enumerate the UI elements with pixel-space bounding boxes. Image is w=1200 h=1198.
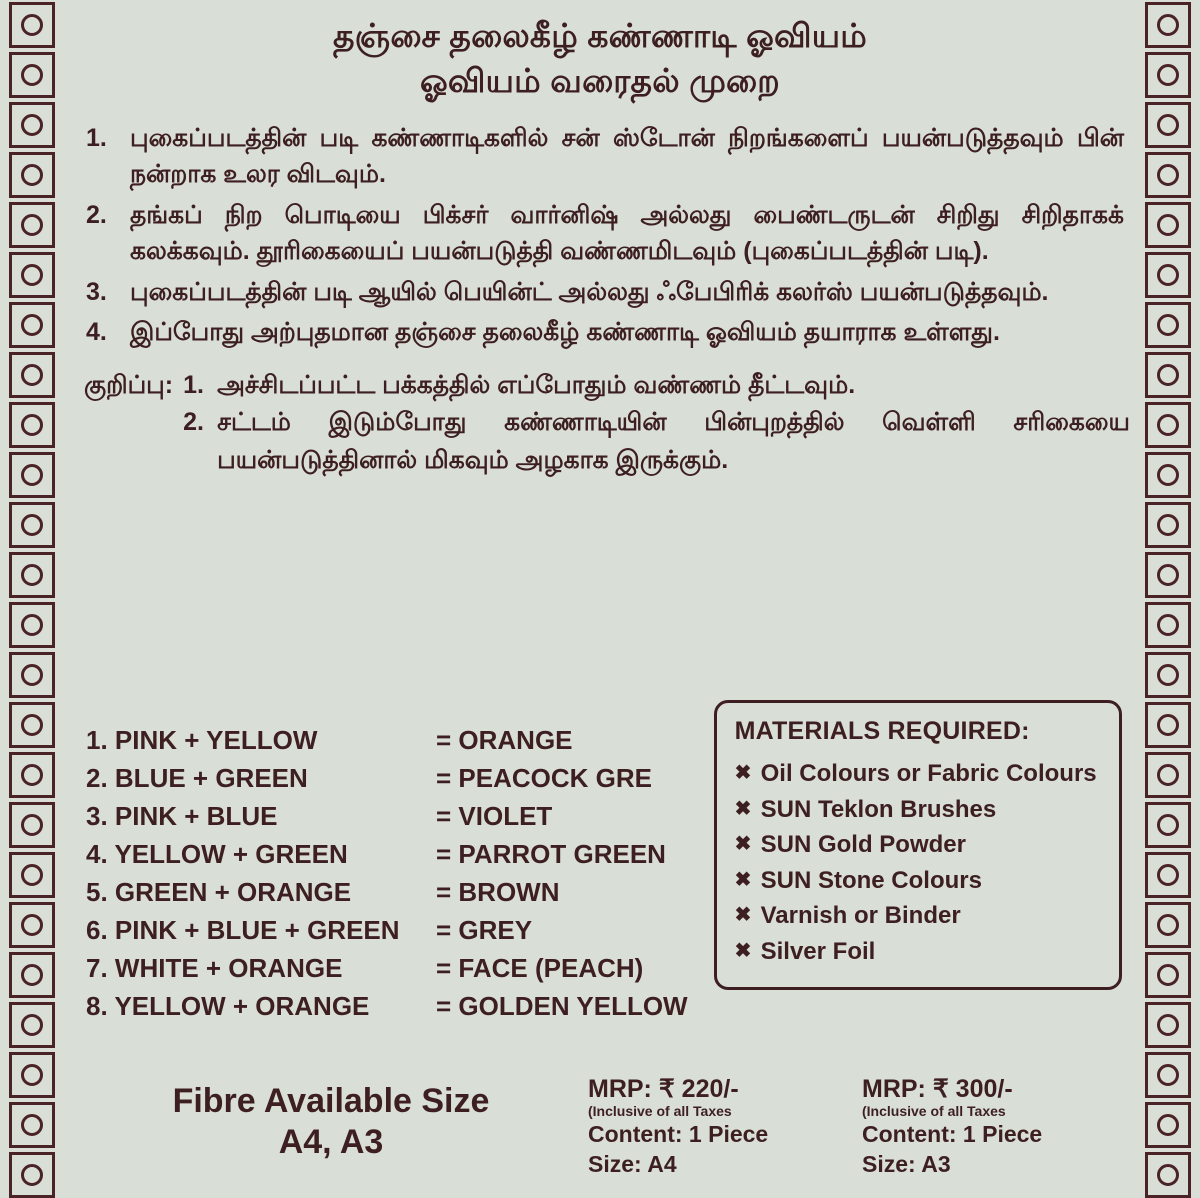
border-cell — [1145, 1102, 1191, 1148]
border-ring-icon — [21, 464, 43, 486]
border-ring-icon — [1157, 114, 1179, 136]
list-item — [735, 934, 1103, 970]
border-ring-icon — [1157, 1164, 1179, 1186]
colour-mixing-table — [70, 700, 688, 1026]
border-ring-icon — [21, 614, 43, 636]
mix-combination: 3. PINK + BLUE — [86, 800, 278, 831]
cross-bullet-icon: ✖ — [734, 797, 752, 820]
border-ring-icon — [1157, 614, 1179, 636]
table-row — [86, 988, 688, 1026]
material-label: SUN Teklon Brushes — [760, 795, 997, 823]
border-ring-icon — [1157, 764, 1179, 786]
mix-combination: 7. WHITE + ORANGE — [86, 952, 343, 983]
table-row — [86, 874, 688, 912]
table-row — [86, 722, 688, 760]
tax-note: (Inclusive of all Taxes — [588, 1103, 732, 1120]
list-item — [183, 367, 1130, 405]
mix-result: = ORANGE — [436, 725, 573, 755]
border-cell — [1145, 102, 1191, 148]
mix-combination: 2. BLUE + GREEN — [86, 762, 308, 793]
border-ring-icon — [21, 664, 43, 686]
list-item — [86, 274, 1124, 311]
border-ring-icon — [1157, 464, 1179, 486]
decorative-border-left — [4, 0, 60, 1185]
note-text: அச்சிடப்பட்ட பக்கத்தில் எப்போதும் வண்ணம் தீட்டவும். — [217, 370, 856, 399]
material-label: SUN Gold Powder — [760, 831, 966, 859]
border-cell — [9, 802, 55, 848]
border-cell — [9, 952, 55, 998]
border-cell — [9, 602, 55, 648]
border-ring-icon — [1157, 664, 1179, 686]
border-cell — [1145, 702, 1191, 748]
border-cell — [1145, 1052, 1191, 1098]
border-ring-icon — [1157, 164, 1179, 186]
border-cell — [1145, 852, 1191, 898]
size-label: Size: A3 — [862, 1150, 951, 1177]
sheet-content — [70, 0, 1130, 1185]
border-ring-icon — [1157, 364, 1179, 386]
border-cell — [9, 302, 55, 348]
step-text: புகைப்படத்தின் படி கண்ணாடிகளில் சன் ஸ்டோன் நிறங்களைப் பயன்படுத்தவும் பின் நன்றாக உலர விடவும். — [130, 123, 1124, 189]
cross-bullet-icon: ✖ — [734, 762, 752, 784]
border-cell — [1145, 452, 1191, 498]
border-cell — [9, 102, 55, 148]
border-cell — [1145, 252, 1191, 298]
border-ring-icon — [21, 964, 43, 986]
border-cell — [1145, 652, 1191, 698]
border-cell — [1145, 352, 1191, 398]
cross-bullet-icon: ✖ — [734, 868, 752, 891]
table-row — [86, 950, 688, 988]
border-ring-icon — [1157, 214, 1179, 236]
border-cell — [9, 502, 55, 548]
border-cell — [1145, 952, 1191, 998]
border-cell — [9, 352, 55, 398]
table-row — [86, 798, 688, 836]
lower-panel — [70, 700, 1130, 1026]
step-text: புகைப்படத்தின் படி ஆயில் பெயின்ட் அல்லது ஃபேபிரிக் கலர்ஸ் பயன்படுத்தவும். — [130, 277, 1049, 306]
step-number: 2. — [86, 200, 107, 229]
step-number: 3. — [86, 277, 107, 306]
instruction-steps — [70, 120, 1130, 351]
mrp-label: MRP: ₹ 300/- — [862, 1074, 1013, 1103]
footer — [70, 1075, 1130, 1179]
fibre-size-block — [70, 1075, 582, 1164]
border-ring-icon — [21, 164, 43, 186]
border-cell — [1145, 752, 1191, 798]
mix-result: = GOLDEN YELLOW — [436, 990, 688, 1021]
mix-result: = FACE (PEACH) — [436, 952, 644, 983]
border-ring-icon — [21, 564, 43, 586]
mix-result: = PEACOCK GRE — [436, 762, 652, 793]
border-cell — [9, 1102, 55, 1148]
border-cell — [9, 1052, 55, 1098]
border-ring-icon — [21, 1164, 43, 1186]
border-cell — [1145, 552, 1191, 598]
notes-label: குறிப்பு: — [84, 370, 174, 399]
decorative-border-right — [1140, 0, 1196, 1185]
list-item — [183, 404, 1130, 479]
tax-note: (Inclusive of all Taxes — [862, 1103, 1006, 1120]
list-item — [735, 827, 1103, 863]
border-ring-icon — [1157, 1114, 1179, 1136]
border-cell — [9, 652, 55, 698]
border-ring-icon — [1157, 914, 1179, 936]
border-cell — [9, 752, 55, 798]
list-item — [735, 863, 1103, 899]
border-ring-icon — [21, 64, 43, 86]
title-line-2: ஓவியம் வரைதல் முறை — [420, 61, 780, 99]
mix-combination: 8. YELLOW + ORANGE — [86, 990, 370, 1021]
border-cell — [1145, 1152, 1191, 1198]
mix-result: = VIOLET — [436, 800, 553, 831]
border-ring-icon — [21, 114, 43, 136]
border-cell — [9, 402, 55, 448]
border-ring-icon — [21, 814, 43, 836]
border-ring-icon — [21, 714, 43, 736]
border-ring-icon — [1157, 814, 1179, 836]
table-row — [86, 760, 688, 798]
border-ring-icon — [21, 514, 43, 536]
border-cell — [9, 852, 55, 898]
border-ring-icon — [1157, 714, 1179, 736]
title-line-1: தஞ்சை தலைகீழ் கண்ணாடி ஓவியம் — [332, 17, 867, 54]
material-label: Varnish or Binder — [760, 902, 961, 930]
cross-bullet-icon: ✖ — [734, 904, 752, 927]
list-item — [735, 898, 1103, 934]
border-cell — [1145, 1002, 1191, 1048]
border-cell — [9, 1002, 55, 1048]
material-label: Oil Colours or Fabric Colours — [760, 760, 1097, 787]
content-count: Content: 1 Piece — [862, 1121, 1043, 1148]
materials-heading: MATERIALS REQUIRED: — [734, 717, 1030, 745]
notes-list — [183, 367, 1130, 480]
step-number: 4. — [86, 318, 107, 347]
price-block-a3 — [856, 1075, 1130, 1179]
border-ring-icon — [21, 264, 43, 286]
note-number: 2. — [183, 408, 204, 437]
border-cell — [9, 552, 55, 598]
border-cell — [1145, 52, 1191, 98]
mix-result: = BROWN — [436, 876, 560, 907]
list-item — [86, 120, 1124, 193]
note-text: சட்டம் இடும்போது கண்ணாடியின் பின்புறத்தில் வெள்ளி சரிகையை பயன்படுத்தினால் மிகவும் அழகாக இருக்கும். — [217, 408, 1130, 474]
border-ring-icon — [1157, 514, 1179, 536]
border-ring-icon — [1157, 1014, 1179, 1036]
border-cell — [1145, 2, 1191, 48]
table-row — [86, 912, 688, 950]
border-ring-icon — [21, 314, 43, 336]
size-label: Size: A4 — [588, 1150, 677, 1177]
border-ring-icon — [1157, 314, 1179, 336]
border-ring-icon — [1157, 864, 1179, 886]
material-label: SUN Stone Colours — [760, 866, 982, 894]
border-ring-icon — [21, 914, 43, 936]
step-number: 1. — [86, 123, 107, 152]
border-cell — [1145, 602, 1191, 648]
border-ring-icon — [1157, 14, 1179, 36]
border-cell — [1145, 402, 1191, 448]
mix-combination: 1. PINK + YELLOW — [86, 725, 318, 755]
border-cell — [1145, 502, 1191, 548]
border-ring-icon — [1157, 564, 1179, 586]
list-item — [735, 792, 1103, 828]
border-cell — [9, 452, 55, 498]
border-ring-icon — [21, 1114, 43, 1136]
table-row — [86, 836, 688, 874]
border-cell — [1145, 902, 1191, 948]
mix-combination: 5. GREEN + ORANGE — [86, 876, 352, 907]
border-ring-icon — [1157, 1064, 1179, 1086]
border-ring-icon — [1157, 264, 1179, 286]
border-ring-icon — [1157, 414, 1179, 436]
list-item — [86, 197, 1124, 270]
material-label: Silver Foil — [760, 937, 876, 965]
content-count: Content: 1 Piece — [588, 1121, 769, 1148]
step-text: தங்கப் நிற பொடியை பிக்சர் வார்னிஷ் அல்லது பைண்டருடன் சிறிது சிறிதாகக் கலக்கவும். தூரிகையைப் பயன்படுத்தி வண்ணமிடவும் (புகைப்படத்தின் படி). — [130, 200, 1124, 266]
fibre-size-heading: Fibre Available Size — [172, 1081, 490, 1120]
mix-combination: 6. PINK + BLUE + GREEN — [86, 914, 400, 945]
mix-result: = GREY — [436, 914, 533, 945]
materials-required-box — [714, 700, 1122, 990]
border-ring-icon — [21, 14, 43, 36]
border-ring-icon — [21, 364, 43, 386]
border-cell — [9, 702, 55, 748]
note-number: 1. — [183, 370, 204, 399]
border-ring-icon — [21, 764, 43, 786]
border-cell — [9, 2, 55, 48]
border-ring-icon — [21, 864, 43, 886]
cross-bullet-icon: ✖ — [734, 833, 752, 856]
border-ring-icon — [1157, 964, 1179, 986]
border-cell — [9, 1152, 55, 1198]
border-cell — [1145, 202, 1191, 248]
mix-combination: 4. YELLOW + GREEN — [86, 838, 348, 869]
border-cell — [9, 902, 55, 948]
border-cell — [9, 252, 55, 298]
border-cell — [9, 52, 55, 98]
mix-result: = PARROT GREEN — [436, 838, 666, 869]
border-ring-icon — [21, 214, 43, 236]
border-ring-icon — [21, 1064, 43, 1086]
list-item — [86, 314, 1124, 351]
page-title — [70, 0, 1130, 104]
border-cell — [9, 202, 55, 248]
notes-section — [70, 367, 1130, 480]
fibre-size-values: A4, A3 — [278, 1123, 384, 1162]
price-block-a4 — [582, 1075, 856, 1179]
border-ring-icon — [1157, 64, 1179, 86]
cross-bullet-icon: ✖ — [734, 939, 752, 962]
list-item — [735, 756, 1103, 792]
border-cell — [1145, 152, 1191, 198]
border-cell — [1145, 802, 1191, 848]
border-ring-icon — [21, 1014, 43, 1036]
border-cell — [1145, 302, 1191, 348]
step-text: இப்போது அற்புதமான தஞ்சை தலைகீழ் கண்ணாடி ஓவியம் தயாராக உள்ளது. — [130, 318, 1000, 347]
border-cell — [9, 152, 55, 198]
mrp-label: MRP: ₹ 220/- — [588, 1074, 739, 1103]
border-ring-icon — [21, 414, 43, 436]
